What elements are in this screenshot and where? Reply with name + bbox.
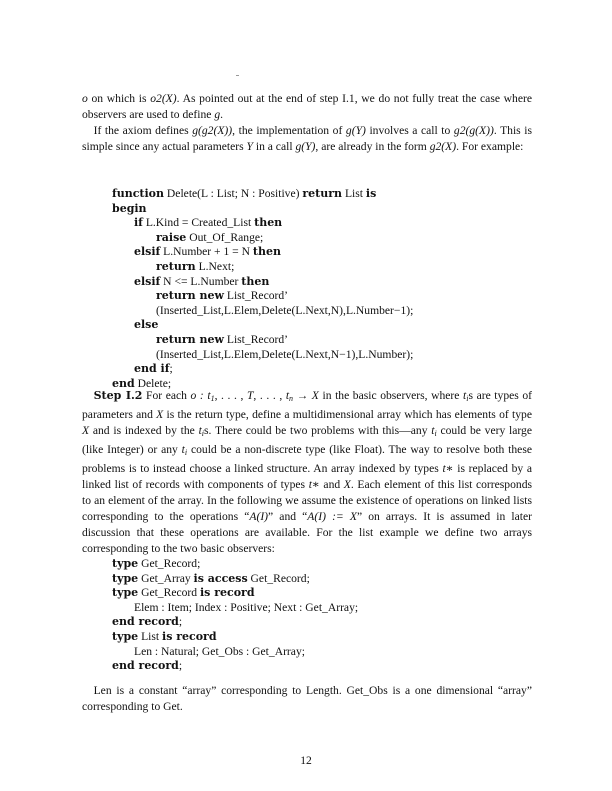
code-line xyxy=(112,231,413,246)
keyword: raise xyxy=(156,230,187,244)
page-number: 12 xyxy=(300,754,312,767)
text-run: Out_Of_Range; xyxy=(186,230,264,244)
paragraph-intro xyxy=(82,91,532,123)
text-run: Y xyxy=(246,140,253,153)
text-run: could be a non-discrete type (like Float). The way to resolve both these problems is to instead choose a linked structure. An array indexed by types xyxy=(82,443,532,475)
text-run: t∗ xyxy=(308,478,320,491)
keyword: is access xyxy=(193,571,248,585)
code-line xyxy=(112,187,413,202)
text-run: ” on arrays. It is assumed in later discussion that these operations are available. For the list example we define two arrays corresponding to the two basic observers: xyxy=(82,510,532,555)
code-line xyxy=(112,630,358,645)
code-line xyxy=(112,245,413,260)
text-run: . For example: xyxy=(456,140,524,153)
code-line xyxy=(112,348,413,363)
text-run: List xyxy=(342,187,366,200)
paragraph-len xyxy=(82,683,532,715)
text-run: (Inserted_List,L.Elem,Delete(L.Next,N),L.Number−1); xyxy=(156,303,414,317)
keyword: return xyxy=(156,259,196,273)
paragraph-step-i2 xyxy=(82,388,532,557)
keyword: end xyxy=(112,376,135,390)
code-line xyxy=(112,659,358,674)
text-run: Delete(L : List; N : Positive) xyxy=(164,187,303,200)
code-line xyxy=(112,557,358,572)
text-run: ” and “ xyxy=(268,510,308,523)
text-run: i xyxy=(434,429,437,438)
text-run: t∗ xyxy=(442,462,454,475)
text-run: . This is simple since any actual parameters xyxy=(82,124,532,153)
text-run: . As pointed out at the end of step I.1, we do not fully treat the case where observers are used to define xyxy=(82,92,532,121)
text-run: If the axiom defines xyxy=(82,124,193,137)
text-run: L.Next; xyxy=(195,259,235,273)
text-run: is replaced by a linked list of records with components of types xyxy=(82,462,532,491)
text-run: T xyxy=(246,389,254,402)
code-line xyxy=(112,216,413,231)
text-run: , . . . , xyxy=(253,389,286,402)
text-run: , . . . , xyxy=(214,389,247,402)
keyword: return new xyxy=(156,332,224,346)
code-block-types xyxy=(112,557,358,674)
text-run: on which is xyxy=(87,92,151,105)
keyword: end record xyxy=(112,615,179,629)
text-run: t xyxy=(181,443,185,456)
text-run: , the implementation of xyxy=(232,124,346,137)
paragraph-axiom xyxy=(82,123,532,155)
keyword: end record xyxy=(112,659,179,673)
text-run: N <= L.Number xyxy=(160,274,242,288)
text-run: List_Record’ xyxy=(223,289,289,303)
text-run: A(I) xyxy=(249,510,269,523)
text-run: L.Kind = Created_List xyxy=(142,216,255,230)
keyword: type xyxy=(112,586,139,600)
text-run: o2(X) xyxy=(150,92,177,105)
text-run: Len is a constant “array” corresponding to Length. Get_Obs is a one dimensional “array” corresponding to Get. xyxy=(82,684,532,713)
text-run: t xyxy=(463,389,467,402)
text-run: i xyxy=(466,394,469,403)
text-run: t xyxy=(431,424,435,437)
keyword: Step I.2 xyxy=(93,389,143,402)
text-run: s. There could be two problems with this—any xyxy=(204,424,432,437)
code-line xyxy=(112,586,358,601)
text-run: (Inserted_List,L.Elem,Delete(L.Next,N−1),L.Number); xyxy=(156,347,414,361)
text-run: involves a call to xyxy=(365,124,454,137)
text-run: g(Y) xyxy=(345,124,366,137)
text-run: is the return type, define a multidimensional array which has elements of type xyxy=(163,408,532,421)
text-run: L.Number + 1 = N xyxy=(160,245,253,259)
keyword: is xyxy=(365,187,377,200)
keyword: function xyxy=(112,187,165,200)
code-line xyxy=(112,362,413,377)
text-run: X xyxy=(82,424,90,437)
keyword: elsif xyxy=(134,245,161,259)
code-line xyxy=(112,572,358,587)
text-run: o xyxy=(82,92,88,105)
text-run: g xyxy=(214,108,221,121)
keyword: then xyxy=(252,245,281,259)
keyword: begin xyxy=(112,201,147,215)
text-run: Elem : Item; Index : Positive; Next : Get_Array; xyxy=(134,600,359,614)
text-run: and xyxy=(319,478,344,491)
text-run: and is indexed by the xyxy=(89,424,199,437)
text-run: . xyxy=(220,108,224,121)
keyword: else xyxy=(134,318,159,332)
keyword: elsif xyxy=(134,274,161,288)
code-line xyxy=(112,333,413,348)
keyword: return new xyxy=(156,289,224,303)
text-run: List_Record’ xyxy=(223,332,289,346)
keyword: return xyxy=(302,187,343,200)
text-run: t xyxy=(198,424,202,437)
text-run: , are already in the form xyxy=(315,140,430,153)
keyword: then xyxy=(241,274,270,288)
code-line xyxy=(112,202,413,217)
text-run: Len : Natural; Get_Obs : Get_Array; xyxy=(134,644,305,658)
text-run: ; xyxy=(178,659,183,673)
scan-mark xyxy=(236,75,239,76)
text-run: s are types of parameters and xyxy=(82,389,533,421)
text-run: ; xyxy=(178,615,183,629)
code-line xyxy=(112,318,413,333)
text-run: g(Y) xyxy=(295,140,316,153)
code-line xyxy=(112,275,413,290)
code-line xyxy=(112,260,413,275)
text-run: Get_Record; xyxy=(247,571,310,585)
text-run: in a call xyxy=(252,140,296,153)
text-run: could be very large (like Integer) or any xyxy=(82,424,533,456)
text-run: List xyxy=(138,629,163,643)
code-line xyxy=(112,304,413,319)
text-run: X xyxy=(343,478,351,491)
text-run: . Each element of this list corresponds to an element of the array. In the following we assume the existence of operations on linked lists corresponding to the operations “ xyxy=(82,478,532,523)
text-run: t xyxy=(285,389,290,402)
text-run: Get_Record xyxy=(138,586,200,600)
code-line xyxy=(112,289,413,304)
code-line xyxy=(112,601,358,616)
text-run: n xyxy=(289,394,294,403)
text-run: i xyxy=(201,429,205,438)
code-line xyxy=(112,615,358,630)
keyword: is record xyxy=(162,629,217,643)
keyword: end if xyxy=(134,362,170,376)
text-run: g2(X) xyxy=(429,140,457,153)
code-line xyxy=(112,645,358,660)
keyword: type xyxy=(112,557,139,570)
text-run xyxy=(82,389,94,402)
keyword: type xyxy=(112,629,139,643)
keyword: is record xyxy=(200,586,255,600)
text-run: → xyxy=(293,389,312,402)
keyword: then xyxy=(254,216,283,230)
text-run: Get_Array xyxy=(138,571,194,585)
text-run: g(g2(X)) xyxy=(192,124,233,137)
text-run: in the basic observers, where xyxy=(318,389,464,402)
text-run: i xyxy=(184,448,188,457)
keyword: type xyxy=(112,571,139,585)
text-run: X xyxy=(311,389,319,402)
text-run: X xyxy=(156,408,164,421)
text-run: For each xyxy=(142,389,191,402)
text-run: A(I) := X xyxy=(307,510,357,523)
text-run: Get_Record; xyxy=(138,557,201,570)
text-run: ; xyxy=(169,362,173,376)
text-run: o : t xyxy=(190,389,211,402)
text-run: g2(g(X)) xyxy=(453,124,494,137)
keyword: if xyxy=(134,216,143,230)
text-run: Delete; xyxy=(134,376,172,390)
text-run: 1 xyxy=(210,394,215,403)
code-block-delete xyxy=(112,187,413,391)
